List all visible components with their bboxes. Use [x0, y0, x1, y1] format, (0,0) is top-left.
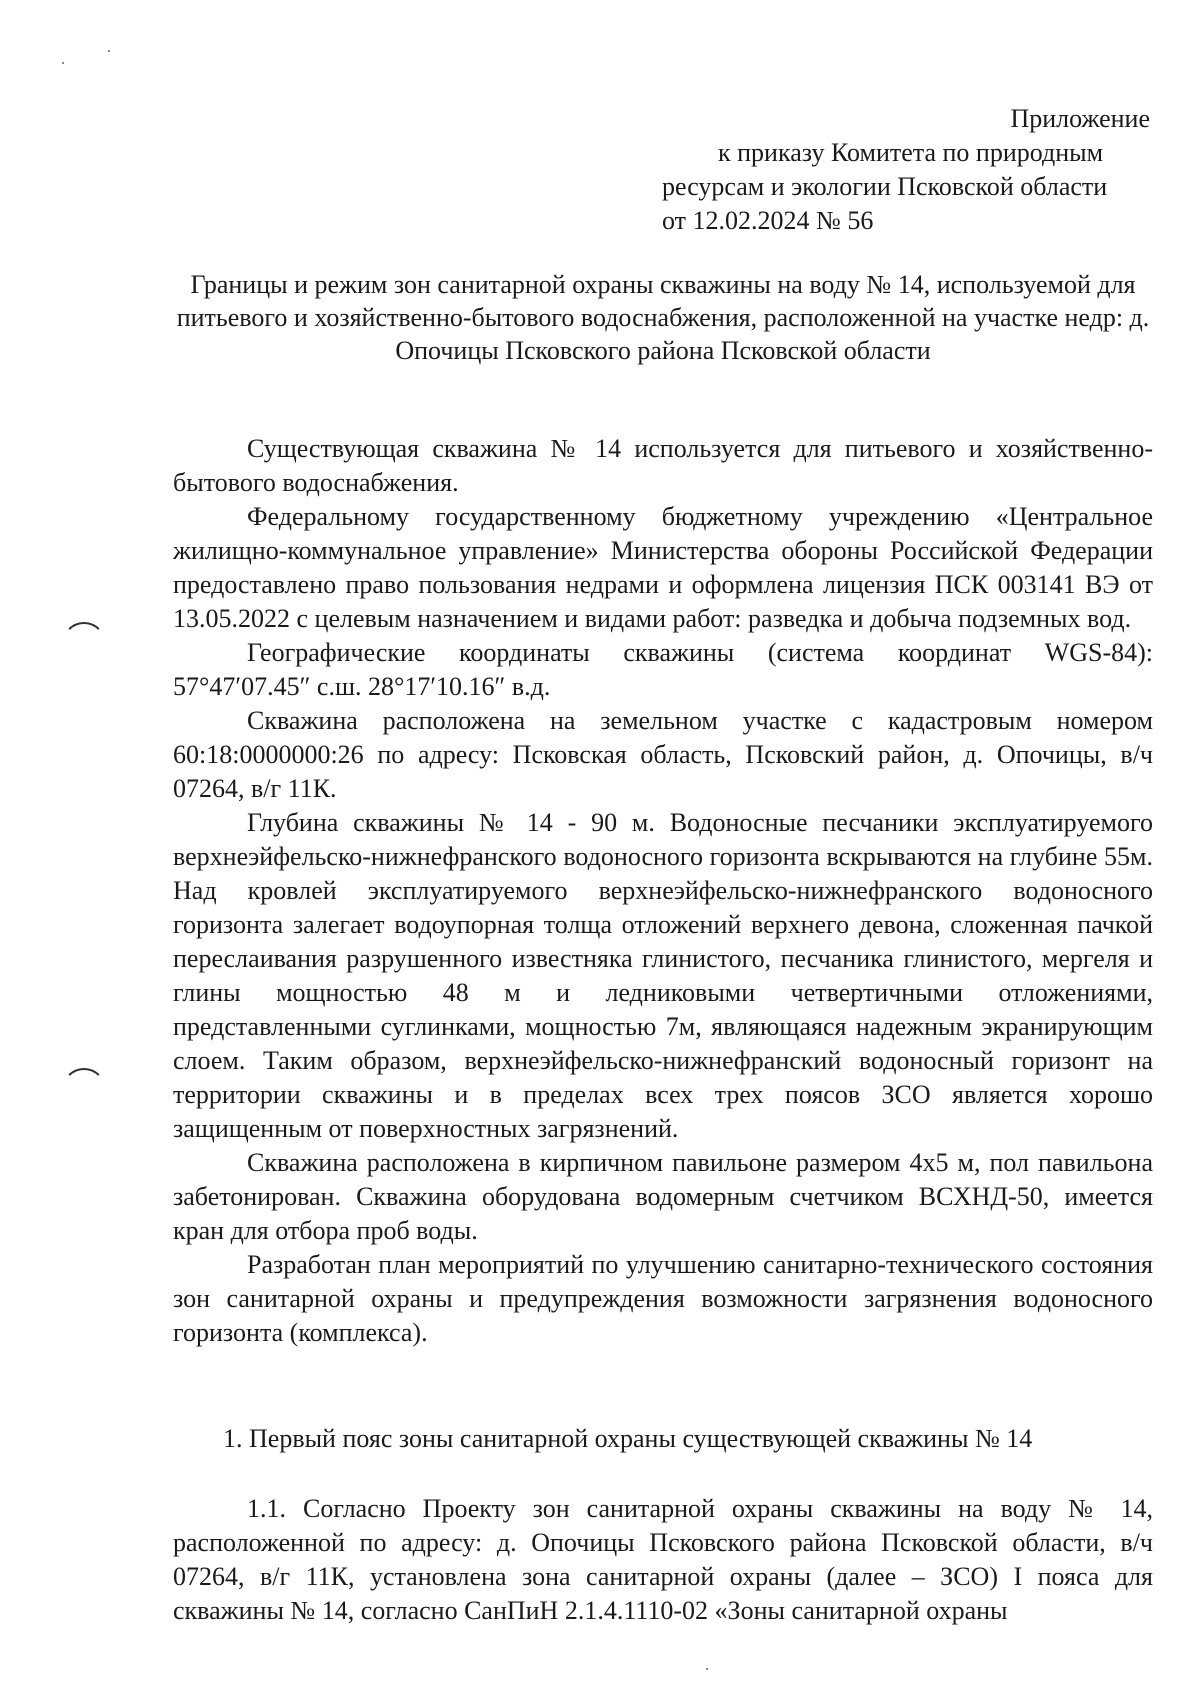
scan-speck: [706, 1668, 708, 1670]
appendix-date-line: от 12.02.2024 № 56: [662, 206, 874, 235]
document-title: Границы и режим зон санитарной охраны скважины на воду № 14, используемой для питьевого и хозяйственно-бытового водоснабжения, расположенной на участке недр: д. Опочицы Псковского района Псковской области: [176, 270, 1150, 365]
paragraph-coordinates: Географические координаты скважины (система координат WGS-84): 57°47′07.45″ с.ш. 28°17′10.16″ в.д.: [173, 638, 1153, 701]
section-1-heading: 1. Первый пояс зоны санитарной охраны существующей скважины № 14: [223, 1424, 1033, 1453]
scan-speck: [62, 62, 64, 64]
appendix-header: [640, 102, 1150, 238]
paragraph-pavilion: Скважина расположена в кирпичном павильоне размером 4х5 м, пол павильона забетонирован. Скважина оборудована водомерным счетчиком ВСХНД-50, имеется кран для отбора проб воды.: [173, 1148, 1153, 1245]
scan-speck: [108, 50, 110, 52]
body-text: [173, 432, 1153, 1350]
punch-hole-mark-top: [62, 622, 106, 666]
paragraph-plan: Разработан план мероприятий по улучшению санитарно-технического состояния зон санитарной охраны и предупреждения возможности загрязнения водоносного горизонта (комплекса).: [173, 1250, 1153, 1347]
appendix-order-line: к приказу Комитета по природным: [718, 138, 1104, 167]
punch-hole-mark-bottom: [62, 1068, 106, 1112]
paragraph-1-1: 1.1. Согласно Проекту зон санитарной охраны скважины на воду № 14, расположенной по адресу: д. Опочицы Псковского района Псковской области, в/ч 07264, в/г 11К, установлена зона санитарной охраны (далее – ЗСО) I пояса для скважины № 14, согласно СанПиН 2.1.4.1110-02 «Зоны санитарной охраны: [173, 1494, 1153, 1625]
paragraph-location: Скважина расположена на земельном участке с кадастровым номером 60:18:0000000:26 по адресу: Псковская область, Псковский район, д. Опочицы, в/ч 07264, в/г 11К.: [173, 706, 1153, 803]
paragraph-well-usage: Существующая скважина № 14 используется для питьевого и хозяйственно-бытового водоснабжения.: [173, 434, 1153, 497]
appendix-label: Приложение: [1010, 104, 1150, 133]
paragraph-geology: Глубина скважины № 14 - 90 м. Водоносные песчаники эксплуатируемого верхнеэйфельско-нижнефранского водоносного горизонта вскрываются на глубине 55м. Над кровлей эксплуатируемого верхнеэйфельско-нижнефранского водоносного горизонта залегает водоупорная толща отложений верхнего девона, сложенная пачкой переслаивания разрушенного известняка глинистого, песчаника глинистого, мергеля и глины мощностью 48 м и ледниковыми четвертичными отложениями, представленными суглинками, мощностью 7м, являющаяся надежным экранирующим слоем. Таким образом, верхнеэйфельско-нижнефранский водоносный горизонт на территории скважины и в пределах всех трех поясов ЗСО является хорошо защищенным от поверхностных загрязнений.: [173, 808, 1153, 1143]
paragraph-license: Федеральному государственному бюджетному учреждению «Центральное жилищно-коммунальное управление» Министерства обороны Российской Федерации предоставлено право пользования недрами и оформлена лицензия ПСК 003141 ВЭ от 13.05.2022 с целевым назначением и видами работ: разведка и добыча подземных вод.: [173, 502, 1153, 633]
appendix-committee-line: ресурсам и экологии Псковской области: [662, 172, 1108, 201]
section-1-body: [173, 1492, 1153, 1628]
